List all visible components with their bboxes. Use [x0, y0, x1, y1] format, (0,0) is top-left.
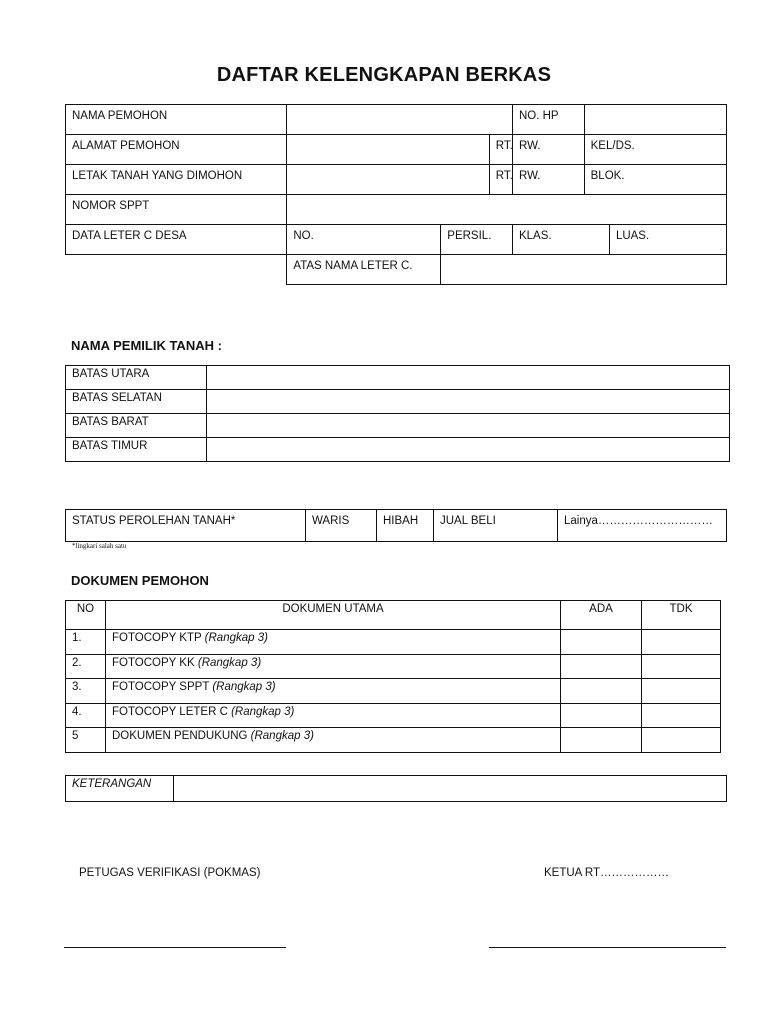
applicant-table	[65, 104, 727, 285]
signature-left-label: PETUGAS VERIFIKASI (POKMAS)	[79, 867, 261, 879]
ada-check-cell[interactable]	[561, 728, 642, 753]
rw-label: RW.	[518, 140, 541, 152]
rt-field[interactable]	[489, 165, 512, 195]
tdk-check-cell[interactable]	[642, 654, 721, 679]
document-name	[106, 703, 561, 728]
table-row	[66, 414, 730, 438]
rw-field[interactable]	[512, 135, 584, 165]
documents-table	[65, 600, 721, 753]
rt-label: RT.	[495, 140, 513, 152]
document-name	[106, 654, 561, 679]
keterangan-label	[66, 776, 174, 802]
table-row	[66, 390, 730, 414]
empty-cell	[66, 255, 287, 285]
nama-pemohon-field[interactable]	[287, 105, 513, 135]
table-row	[66, 165, 727, 195]
klas-field[interactable]	[512, 225, 609, 255]
document-name	[106, 679, 561, 704]
ada-check-cell[interactable]	[561, 654, 642, 679]
batas-barat-field[interactable]	[207, 414, 730, 438]
table-row	[66, 135, 727, 165]
document-title: FOTOCOPY KTP	[112, 632, 205, 644]
batas-barat-label: BATAS BARAT	[66, 414, 207, 438]
no-field[interactable]	[287, 225, 441, 255]
tdk-check-cell[interactable]	[642, 703, 721, 728]
document-name	[106, 630, 561, 655]
no-hp-label: NO. HP	[512, 105, 584, 135]
document-name	[106, 728, 561, 753]
signature-left-line[interactable]	[64, 947, 286, 948]
document-copies: (Rangkap 3)	[197, 656, 262, 669]
blok-field[interactable]	[584, 165, 726, 195]
keterangan-text: KETERANGAN	[72, 778, 152, 790]
row-number: 1.	[66, 630, 106, 655]
boundaries-table	[65, 365, 730, 462]
header-ada: ADA	[561, 601, 642, 630]
persil-label: PERSIL.	[447, 230, 492, 242]
table-row	[66, 630, 721, 655]
persil-field[interactable]	[441, 225, 513, 255]
document-copies: (Rangkap 3)	[204, 632, 268, 644]
letak-tanah-label: LETAK TANAH YANG DIMOHON	[66, 165, 287, 195]
document-title: FOTOCOPY SPPT	[112, 681, 213, 693]
batas-selatan-field[interactable]	[207, 390, 730, 414]
row-number: 3.	[66, 679, 106, 704]
rt-label: RT.	[495, 170, 513, 182]
data-leter-label: DATA LETER C DESA	[66, 225, 287, 255]
keterangan-table	[65, 775, 727, 802]
signature-right-label: KETUA RT………………	[544, 867, 670, 879]
documents-section-title: DOKUMEN PEMOHON	[71, 573, 209, 588]
status-option-hibah[interactable]: HIBAH	[377, 510, 434, 542]
no-label: NO.	[293, 230, 314, 242]
table-row	[66, 366, 730, 390]
document-copies: (Rangkap 3)	[231, 705, 295, 718]
alamat-pemohon-field[interactable]	[287, 135, 489, 165]
batas-timur-label: BATAS TIMUR	[66, 438, 207, 462]
luas-label: LUAS.	[615, 230, 650, 242]
header-no: NO	[66, 601, 106, 630]
nomor-sppt-field[interactable]	[287, 195, 727, 225]
status-note: *lingkari salah satu	[72, 542, 127, 550]
row-number: 2.	[66, 654, 106, 679]
nomor-sppt-label: NOMOR SPPT	[66, 195, 287, 225]
table-row	[66, 195, 727, 225]
tdk-check-cell[interactable]	[642, 728, 721, 753]
table-row	[66, 105, 727, 135]
blok-label: BLOK.	[590, 170, 625, 182]
atas-nama-label: ATAS NAMA LETER C.	[287, 255, 441, 285]
klas-label: KLAS.	[518, 230, 552, 242]
document-title: DOKUMEN PENDUKUNG	[112, 730, 251, 742]
signature-right-line[interactable]	[489, 947, 726, 948]
table-row	[66, 654, 721, 679]
letak-tanah-field[interactable]	[287, 165, 489, 195]
luas-field[interactable]	[609, 225, 726, 255]
kel-ds-field[interactable]	[584, 135, 726, 165]
ada-check-cell[interactable]	[561, 703, 642, 728]
kel-ds-label: KEL/DS.	[590, 140, 635, 152]
status-label: STATUS PEROLEHAN TANAH*	[66, 510, 306, 542]
atas-nama-field[interactable]	[441, 255, 727, 285]
row-number: 4.	[66, 703, 106, 728]
nama-pemohon-label: NAMA PEMOHON	[66, 105, 287, 135]
document-title: FOTOCOPY LETER C	[112, 705, 232, 718]
status-option-lainya[interactable]: Lainya…………………………	[558, 510, 727, 542]
tdk-check-cell[interactable]	[642, 630, 721, 655]
no-hp-field[interactable]	[584, 105, 726, 135]
document-copies: (Rangkap 3)	[250, 730, 314, 742]
rt-field[interactable]	[489, 135, 512, 165]
header-tdk: TDK	[642, 601, 721, 630]
table-header-row	[66, 601, 721, 630]
tdk-check-cell[interactable]	[642, 679, 721, 704]
ada-check-cell[interactable]	[561, 630, 642, 655]
table-row	[66, 728, 721, 753]
owner-section-title: NAMA PEMILIK TANAH :	[71, 338, 222, 353]
row-number: 5	[66, 728, 106, 753]
rw-field[interactable]	[512, 165, 584, 195]
page-title: DAFTAR KELENGKAPAN BERKAS	[216, 64, 552, 86]
table-row	[66, 255, 727, 285]
status-option-waris[interactable]: WARIS	[306, 510, 377, 542]
header-dokumen-utama: DOKUMEN UTAMA	[106, 601, 561, 630]
alamat-pemohon-label: ALAMAT PEMOHON	[66, 135, 287, 165]
keterangan-field[interactable]	[174, 776, 727, 802]
status-option-jual-beli[interactable]: JUAL BELI	[434, 510, 558, 542]
status-table	[65, 509, 727, 542]
batas-timur-field[interactable]	[207, 438, 730, 462]
document-copies: (Rangkap 3)	[212, 681, 276, 693]
table-row	[66, 679, 721, 704]
ada-check-cell[interactable]	[561, 679, 642, 704]
table-row	[66, 703, 721, 728]
document-title: FOTOCOPY KK	[112, 656, 198, 669]
table-row	[66, 438, 730, 462]
batas-selatan-label: BATAS SELATAN	[66, 390, 207, 414]
table-row	[66, 776, 727, 802]
table-row	[66, 225, 727, 255]
batas-utara-field[interactable]	[207, 366, 730, 390]
table-row	[66, 510, 727, 542]
batas-utara-label: BATAS UTARA	[66, 366, 207, 390]
rw-label: RW.	[518, 170, 541, 182]
